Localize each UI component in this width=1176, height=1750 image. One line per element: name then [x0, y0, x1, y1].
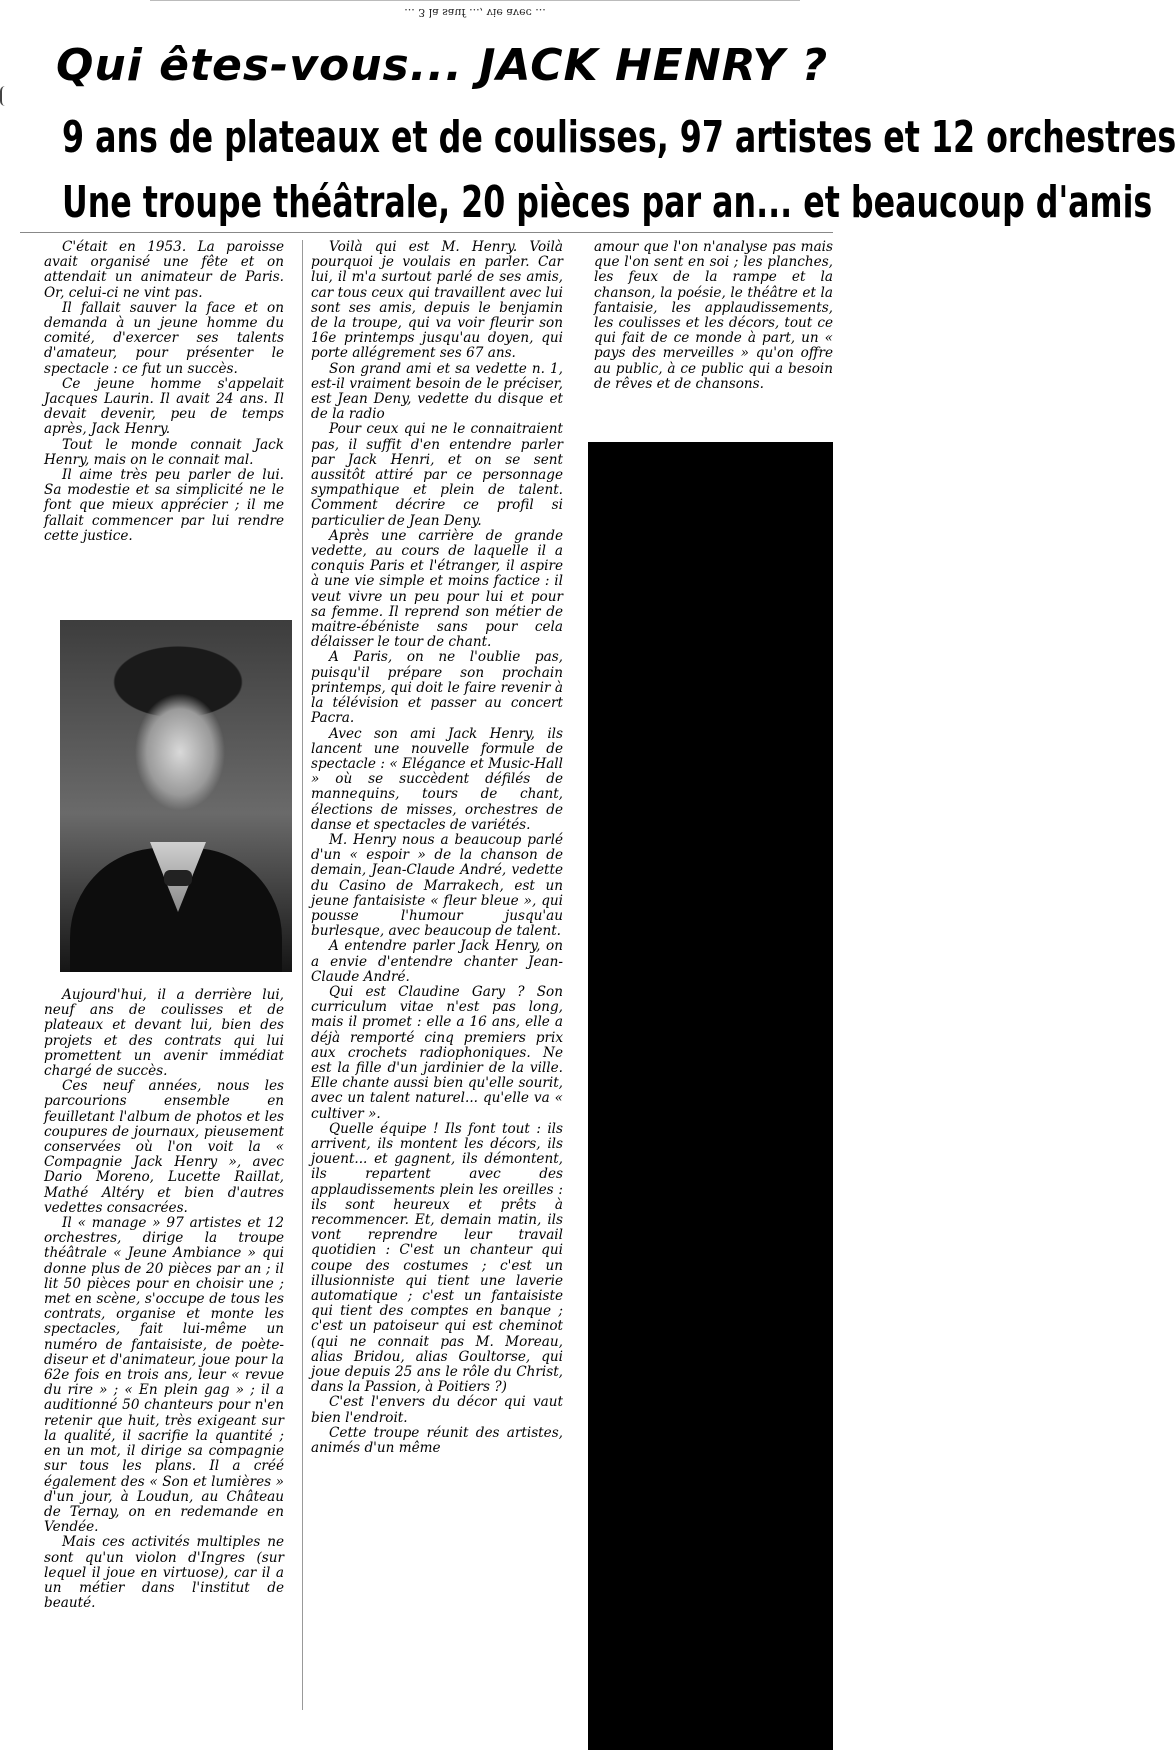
column-1-bottom — [44, 988, 284, 1710]
paragraph: Ce jeune homme s'appelait Jacques Laurin. Il avait 24 ans. Il devait devenir, peu de temps après, Jack Henry. — [44, 375, 284, 438]
scan-black-area — [588, 442, 833, 1750]
paragraph: Tout le monde connait Jack Henry, mais on le connait mal. — [44, 436, 284, 468]
title-rule — [20, 232, 833, 233]
paragraph: Après une carrière de grande vedette, au cours de laquelle il a conquis Paris et l'étranger, il aspire à une vie simple et moins factice : il veut vivre un peu pour lui et pour sa femme. Il reprend son métier de maitre-ébéniste sans pour cela délaisser le tour de chant. — [311, 527, 563, 651]
article-subtitle-1: 9 ans de plateaux et de coulisses, 97 artistes et 12 orchestres — [62, 112, 1176, 163]
column-3 — [594, 240, 833, 440]
paragraph: Ces neuf années, nous les parcourions ensemble en feuilletant l'album de photos et les coupures de journaux, pieusement conservées où l'on voit la « Compagnie Jack Henry », avec Dario Moreno, Lucette Raillat, Mathé Altéry et bien d'autres vedettes consacrées. — [44, 1078, 284, 1216]
column-1-top — [44, 240, 284, 610]
margin-mark — [0, 86, 10, 106]
photo-bowtie — [164, 870, 192, 886]
paragraph: C'était en 1953. La paroisse avait organisé une fête et on attendait un animateur de Paris. Or, celui-ci ne vint pas. — [44, 239, 284, 301]
paragraph: amour que l'on n'analyse pas mais que l'on sent en soi ; les planches, les feux de la rampe et la chanson, la poésie, le théâtre et la fantaisie, les applaudissements, les coulisses et les décors, tout ce qui fait de ce monde à part, un « pays des merveilles » qu'on offre au public, à ce public qui a besoin de rêves et de chansons. — [594, 239, 833, 392]
paragraph: Avec son ami Jack Henry, ils lancent une nouvelle formule de spectacle : « Elégance et Music-Hall » où se succèdent défilés de mannequins, tours de chant, élections de misses, orchestres de danse et spectacles de variétés. — [311, 725, 563, 833]
clipped-header-strip: ... 3 la sauf ..., vie avec ... — [150, 0, 800, 23]
paragraph: M. Henry nous a beaucoup parlé d'un « espoir » de la chanson de demain, Jean-Claude André, vedette du Casino de Marrakech, est un jeune fantaisiste « fleur bleue », qui pousse l'humour jusqu'au burlesque, avec beaucoup de talent. — [311, 831, 563, 940]
article-subtitle-2: Une troupe théâtrale, 20 pièces par an... et beaucoup d'amis — [62, 177, 1153, 228]
paragraph: A entendre parler Jack Henry, on a envie d'entendre chanter Jean-Claude André. — [311, 938, 563, 985]
paragraph: Mais ces activités multiples ne sont qu'un violon d'Ingres (sur lequel il joue en virtuose), car il a un métier dans l'institut de beauté. — [44, 1534, 284, 1612]
portrait-photo — [60, 620, 292, 972]
paragraph: Il « manage » 97 artistes et 12 orchestres, dirige la troupe théâtrale « Jeune Ambiance » qui donne plus de 20 pièces par an ; il lit 50 pièces pour en choisir une ; met en scène, s'occupe de tous les contrats, organise et monte les spectacles, fait lui-même un numéro de fantaisiste, de poète-diseur et d'animateur, joue pour la 62e fois en trois ans, leur « revue du rire » ; « En plein gag » ; il a auditionné 50 chanteurs pour n'en retenir que huit, très exigeant sur la qualité, il sacrifie la quantité ; en un mot, il dirige sa compagnie sur tous les plans. Il a créé également des « Son et lumières » d'un jour, à Loudun, au Château de Ternay, on en redemande en Vendée. — [44, 1215, 284, 1536]
paragraph: A Paris, on ne l'oublie pas, puisqu'il prépare son prochain printemps, qui doit le faire revenir à la télévision et passer au concert Pacra. — [311, 649, 563, 727]
paragraph: Il fallait sauver la face et on demanda à un jeune homme du comité, d'exercer ses talents d'amateur, pour présenter le spectacle : ce fut un succès. — [44, 299, 284, 377]
paragraph: C'est l'envers du décor qui vaut bien l'endroit. — [311, 1394, 563, 1426]
paragraph: Quelle équipe ! Ils font tout : ils arrivent, ils montent les décors, ils jouent... et gagnent, ils démontent, ils repartent avec des applaudissements plein les oreilles : ils sont heureux et prêts à recommencer. Et, demain matin, ils vont reprendre leur travail quotidien : C'est un chanteur qui coupe des costumes ; c'est un illusionniste qui tient une laverie automatique ; c'est un fantaisiste qui tient des comptes en banque ; c'est un patoiseur qui est cheminot (qui ne connait pas M. Moreau, alias Bridou, alias Goultorse, qui joue depuis 25 ans le rôle du Christ, dans la Passion, à Poitiers ?) — [311, 1120, 563, 1396]
paragraph: Son grand ami et sa vedette n. 1, est-il vraiment besoin de le préciser, est Jean Deny, vedette du disque et de la radio — [311, 360, 563, 423]
paragraph: Aujourd'hui, il a derrière lui, neuf ans de coulisses et de plateaux et devant lui, bien des projets et des contrats qui lui promettent un avenir immédiat chargé de succès. — [44, 987, 284, 1080]
column-2 — [302, 240, 563, 1710]
article-title: Qui êtes-vous... JACK HENRY ? — [56, 40, 829, 91]
paragraph: Voilà qui est M. Henry. Voilà pourquoi je voulais en parler. Car lui, il m'a surtout parlé de ses amis, car tous ceux qui travaillent avec lui sont ses amis, depuis le benjamin de la troupe, qui va voir fleurir son 16e printemps jusqu'au doyen, qui porte allégrement ses 67 ans. — [311, 239, 563, 362]
paragraph: Pour ceux qui ne le connaitraient pas, il suffit d'en entendre parler par Jack Henri, et on se sent aussitôt attiré par ce personnage sympathique et plein de talent. Comment décrire ce profil si particulier de Jean Deny. — [311, 421, 563, 529]
paragraph: Il aime très peu parler de lui. Sa modestie et sa simplicité ne le font que mieux apprécier ; il me fallait commencer par lui rendre cette justice. — [44, 467, 284, 544]
paragraph: Cette troupe réunit des artistes, animés d'un même — [311, 1424, 563, 1457]
paragraph: Qui est Claudine Gary ? Son curriculum vitae n'est pas long, mais il promet : elle a 16 ans, elle a déjà remporté cinq premiers prix aux crochets radiophoniques. Ne est la fille d'un jardinier de la ville. Elle chante aussi bien qu'elle sourit, avec un talent naturel... qu'elle va « cultiver ». — [311, 983, 563, 1122]
